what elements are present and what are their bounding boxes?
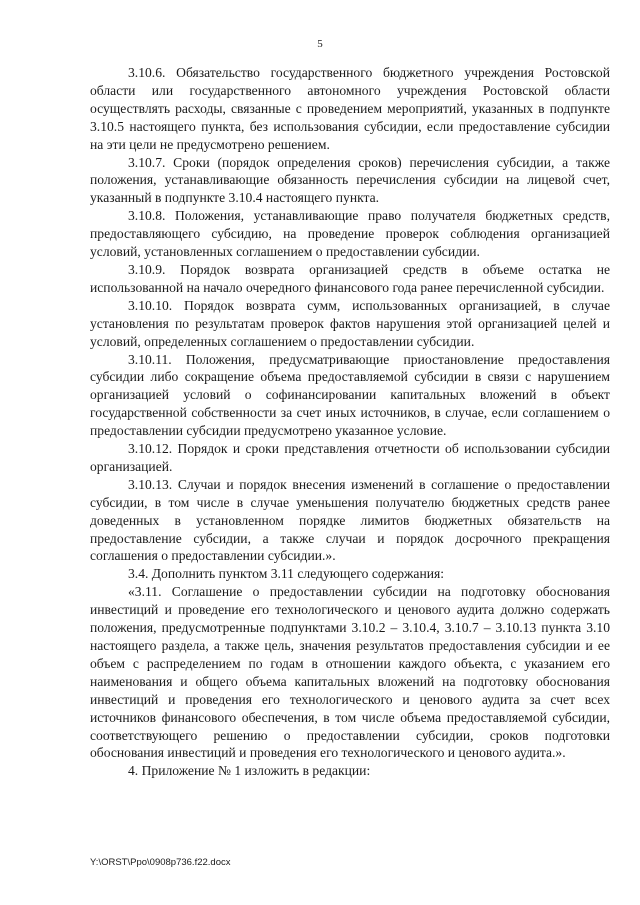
- paragraph-3-11: «3.11. Соглашение о предоставлении субсидии на подготовку обоснования инвестиций и проведение его технологического и ценового аудита должно содержать положения, предусмотренные подпунктами 3.10.2 – 3.10.4, 3.10.7 – 3.10.13 пункта 3.10 настоящего раздела, а также цель, значения результатов предоставления субсидии и ее объем с распределением по годам в отношении каждого объекта, с указанием его наименования и общего объема капитальных вложений на подготовку обоснования инвестиций и проведения его технологического и ценового аудита за счет всех источников финансового обеспечения, в том числе объема предоставляемой субсидии, соответствующего решению о предоставлении субсидии, сроков подготовки обоснования инвестиций и проведения его технологического и ценового аудита.».: [90, 584, 610, 761]
- paragraph-3-10-11: 3.10.11. Положения, предусматривающие приостановление предоставления субсидии либо сокращение объема предоставляемой субсидии в связи с нарушением организацией условий о софинансировании капитальных вложений в объект государственной собственности за счет иных источников, в случае, если соглашением о предоставлении субсидии предусмотрено указанное условие.: [90, 351, 610, 439]
- paragraph-3-4: 3.4. Дополнить пунктом 3.11 следующего содержания:: [128, 566, 445, 582]
- paragraph-4: 4. Приложение № 1 изложить в редакции:: [128, 763, 371, 779]
- paragraph-3-10-7: 3.10.7. Сроки (порядок определения сроков) перечисления субсидии, а также положения, устанавливающие обязанность перечисления субсидии на лицевой счет, указанный в подпункте 3.10.4 настоящего пункта.: [90, 154, 610, 206]
- footer-file-path: Y:\ORST\Ppo\0908p736.f22.docx: [90, 857, 231, 868]
- paragraph-3-10-12: 3.10.12. Порядок и сроки представления отчетности об использовании субсидии организацией.: [90, 441, 610, 474]
- paragraph-3-10-10: 3.10.10. Порядок возврата сумм, использованных организацией, в случае установления по результатам проверок фактов нарушения этой организацией целей и условий, определенных соглашением о предоставлении субсидии.: [90, 297, 610, 349]
- paragraph-3-10-13: 3.10.13. Случаи и порядок внесения изменений в соглашение о предоставлении субсидии, в том числе в случае уменьшения получателю бюджетных средств ранее доведенных в установленном порядке лимитов бюджетных обязательств на предоставление субсидии, а также случаи и порядок досрочного прекращения соглашения о предоставлении субсидии.».: [90, 476, 610, 564]
- document-body: [90, 64, 610, 780]
- page-number: 5: [317, 38, 323, 50]
- paragraph-3-10-8: 3.10.8. Положения, устанавливающие право получателя бюджетных средств, предоставляющего субсидию, на проведение проверок соблюдения организацией условий, установленных соглашением о предоставлении субсидии.: [90, 208, 610, 260]
- paragraph-3-10-9: 3.10.9. Порядок возврата организацией средств в объеме остатка не использованной на начало очередного финансового года ранее перечисленной субсидии.: [90, 261, 610, 295]
- paragraph-3-10-6: 3.10.6. Обязательство государственного бюджетного учреждения Ростовской области или государственного автономного учреждения Ростовской области осуществлять расходы, связанные с проведением мероприятий, указанных в подпункте 3.10.5 настоящего пункта, без использования субсидии, если предоставление субсидии на эти цели не предусмотрено решением.: [90, 65, 610, 152]
